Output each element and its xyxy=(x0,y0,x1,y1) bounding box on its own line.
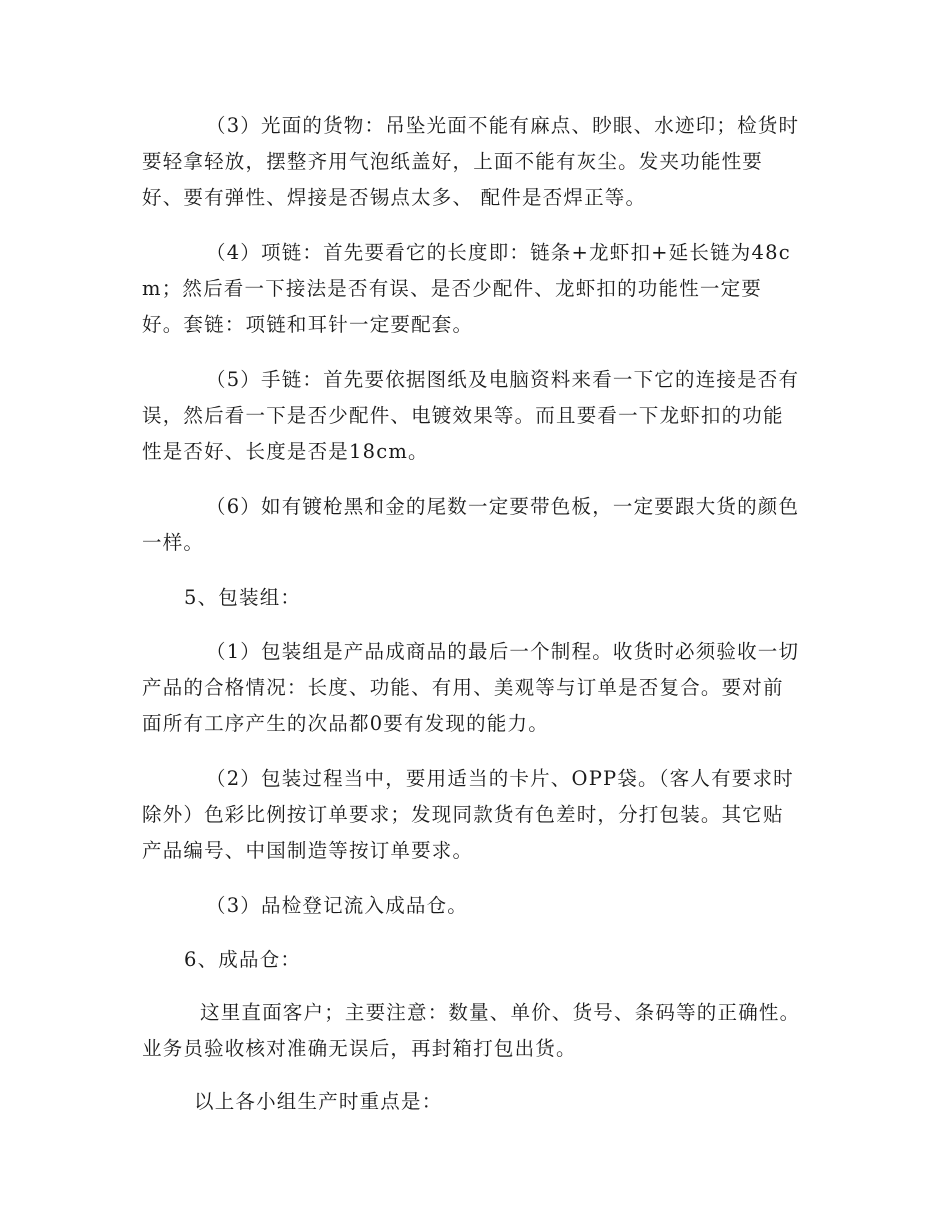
paragraph-bracelet: （5）手链：首先要依据图纸及电脑资料来看一下它的连接是否有误，然后看一下是否少配件、电镀效果等。而且要看一下龙虾扣的功能性是否好、长度是否是18cm。 xyxy=(142,368,800,463)
paragraph-necklace: （4）项链：首先要看它的长度即：链条+龙虾扣+延长链为48cm；然后看一下接法是否有误、是否少配件、龙虾扣的功能性一定要好。套链：项链和耳针一定要配套。 xyxy=(142,241,791,336)
paragraph-color-board: （6）如有镀枪黑和金的尾数一定要带色板，一定要跟大货的颜色一样。 xyxy=(142,495,800,554)
section-heading-packaging: 5、包装组： xyxy=(184,586,302,609)
paragraph-packaging-process: （2）包装过程当中，要用适当的卡片、OPP袋。（客人有要求时除外）色彩比例按订单要求；发现同款货有色差时，分打包装。其它贴产品编号、中国制造等按订单要求。 xyxy=(142,767,794,862)
paragraph-packaging-inspection: （1）包装组是产品成商品的最后一个制程。收货时必须验收一切产品的合格情况：长度、功能、有用、美观等与订单是否复合。要对前面所有工序产生的次品都0要有发现的能力。 xyxy=(142,640,800,735)
paragraph-summary-intro: 以上各小组生产时重点是： xyxy=(194,1090,443,1113)
paragraph-finished-warehouse: 这里直面客户；主要注意：数量、单价、货号、条码等的正确性。业务员验收核对准确无误后，再封箱打包出货。 xyxy=(142,1001,801,1060)
paragraph-quality-register: （3）品检登记流入成品仓。 xyxy=(206,894,469,917)
paragraph-polished-goods: （3）光面的货物：吊坠光面不能有麻点、眇眼、水迹印；检货时要轻拿轻放，摆整齐用气泡纸盖好，上面不能有灰尘。发夹功能性要好、要有弹性、焊接是否锡点太多、 配件是否焊正等。 xyxy=(142,114,800,209)
section-heading-finished-warehouse: 6、成品仓： xyxy=(184,948,302,971)
